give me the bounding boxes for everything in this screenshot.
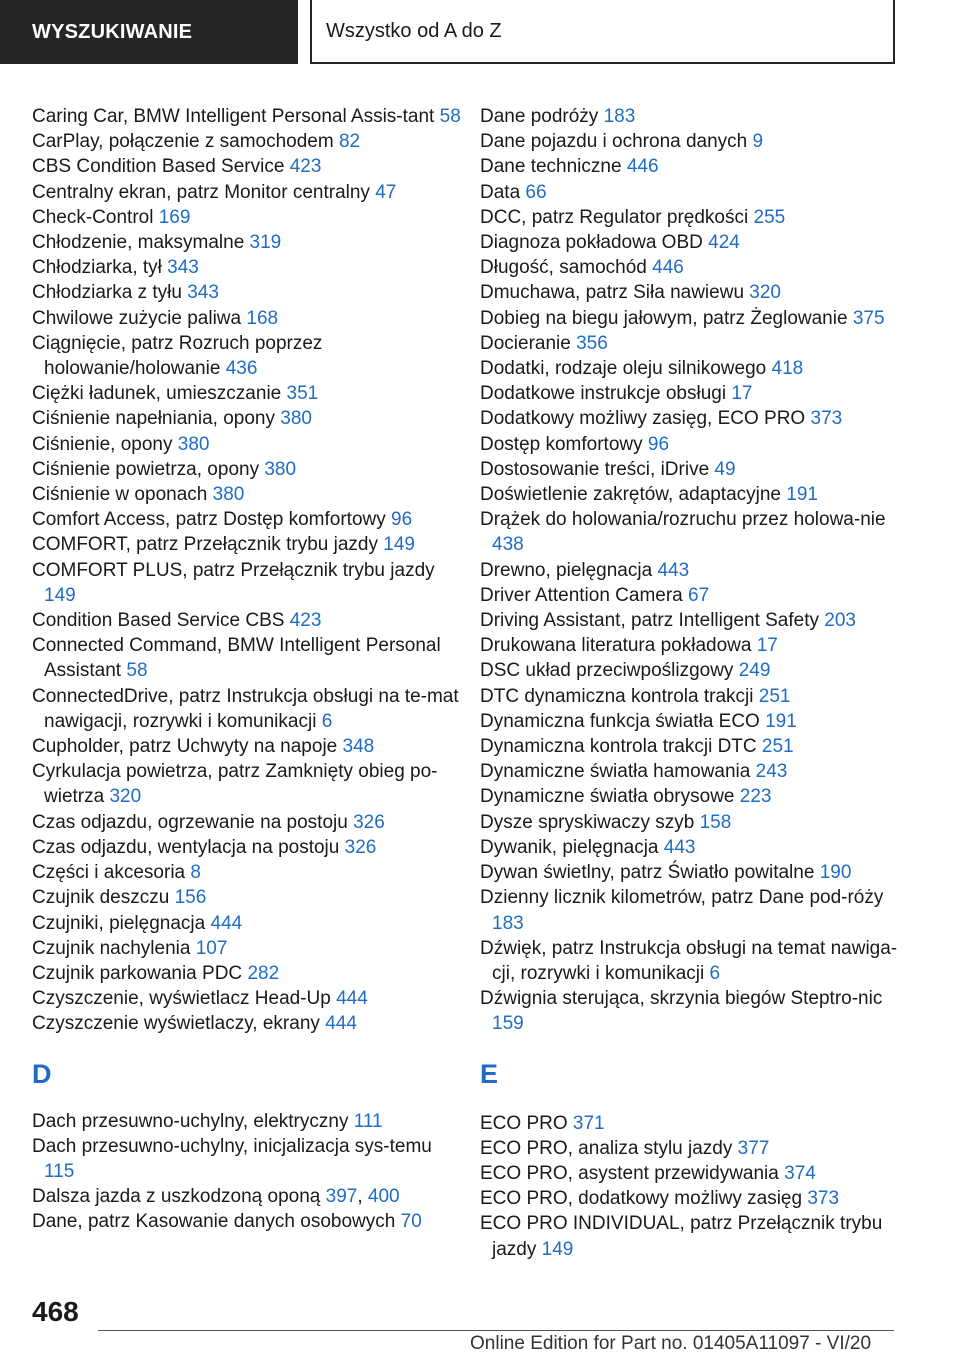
index-entry bbox=[32, 180, 462, 205]
index-entry bbox=[32, 734, 462, 759]
index-entry-term: Dywan świetlny, patrz Światło powitalne bbox=[480, 862, 815, 884]
index-entry-term: Ciśnienie powietrza, opony bbox=[32, 458, 260, 480]
index-entry bbox=[480, 835, 900, 860]
index-entry bbox=[480, 860, 900, 885]
index-entry-term: ECO PRO, dodatkowy możliwy zasięg bbox=[480, 1188, 803, 1210]
index-entry-term: Ciężki ładunek, umieszczanie bbox=[32, 383, 282, 405]
index-entry-term: Dzienny licznik kilometrów, patrz Dane pod-róży bbox=[480, 887, 884, 909]
index-entry bbox=[32, 306, 462, 331]
index-entry bbox=[480, 230, 900, 255]
index-entry bbox=[32, 432, 462, 457]
index-entry bbox=[480, 457, 900, 482]
index-entry-term: Docieranie bbox=[480, 332, 571, 354]
page-reference-link[interactable]: 343 bbox=[187, 282, 219, 304]
page-reference-link[interactable]: 9 bbox=[752, 131, 764, 153]
index-entry bbox=[480, 633, 900, 658]
index-entry bbox=[480, 1136, 900, 1161]
index-entry bbox=[480, 734, 900, 759]
page-reference-link[interactable]: 67 bbox=[688, 584, 710, 606]
index-entry-term: Części i akcesoria bbox=[32, 862, 186, 884]
index-entry-term: Cyrkulacja powietrza, patrz Zamknięty obieg po-wietrza bbox=[32, 761, 438, 808]
index-entry bbox=[480, 104, 900, 129]
index-entry-term: Dźwignia sterująca, skrzynia biegów Steptro-nic bbox=[480, 988, 883, 1010]
page-reference-link[interactable]: 444 bbox=[336, 988, 368, 1010]
page-number: 468 bbox=[32, 1296, 79, 1327]
index-entry-term: Dynamiczne światła hamowania bbox=[480, 761, 751, 783]
page-reference-link[interactable]: 282 bbox=[247, 962, 280, 984]
page-reference-link[interactable]: 251 bbox=[761, 736, 794, 758]
index-entry bbox=[32, 406, 462, 431]
index-entry bbox=[32, 986, 462, 1011]
index-entry bbox=[32, 205, 462, 230]
page-reference-link[interactable]: 47 bbox=[375, 181, 397, 203]
page-reference-link[interactable]: 351 bbox=[286, 383, 319, 405]
index-entry bbox=[32, 331, 462, 381]
index-entry bbox=[480, 558, 900, 583]
page-reference-link[interactable]: 149 bbox=[383, 534, 415, 556]
page-reference-link[interactable]: 183 bbox=[603, 106, 636, 127]
page-reference-link[interactable]: 424 bbox=[708, 232, 740, 254]
page-reference-link[interactable]: 255 bbox=[753, 206, 786, 228]
index-entry-term: CarPlay, połączenie z samochodem bbox=[32, 131, 334, 153]
index-entry-term: DCC, patrz Regulator prędkości bbox=[480, 206, 749, 228]
index-entry-term: Cupholder, patrz Uchwyty na napoje bbox=[32, 736, 338, 758]
page-reference-link[interactable]: 58 bbox=[439, 106, 461, 127]
index-entry bbox=[32, 810, 462, 835]
page-reference-link[interactable]: 356 bbox=[576, 332, 608, 354]
index-entry-term: Czas odjazdu, wentylacja na postoju bbox=[32, 836, 340, 858]
index-entry bbox=[480, 885, 900, 935]
page-reference-link[interactable]: 446 bbox=[626, 156, 659, 178]
index-entry-term: Dysze spryskiwaczy szyb bbox=[480, 811, 695, 833]
index-entry bbox=[480, 255, 900, 280]
index-entry bbox=[480, 331, 900, 356]
page-header bbox=[0, 0, 960, 64]
index-entry bbox=[32, 911, 462, 936]
page-reference-link[interactable]: 156 bbox=[174, 887, 207, 909]
page-reference-link[interactable]: 418 bbox=[771, 358, 804, 380]
page-reference-link[interactable]: 149 bbox=[541, 1238, 574, 1260]
index-entry bbox=[480, 482, 900, 507]
index-entry-term: Check-Control bbox=[32, 206, 154, 228]
index-entry bbox=[32, 507, 462, 532]
page-reference-link[interactable]: 111 bbox=[353, 1110, 383, 1132]
index-entry bbox=[480, 936, 900, 986]
page-reference-link[interactable]: 203 bbox=[824, 610, 856, 632]
index-column-left bbox=[32, 104, 462, 1235]
page-reference-link[interactable]: 343 bbox=[167, 257, 199, 279]
index-entry-term: Dane, patrz Kasowanie danych osobowych bbox=[32, 1211, 396, 1233]
index-entry bbox=[32, 129, 462, 154]
index-entry-term: Connected Command, BMW Intelligent Personal Assistant bbox=[32, 635, 441, 682]
index-entry-term: Condition Based Service CBS bbox=[32, 610, 285, 632]
page-reference-link[interactable]: 373 bbox=[807, 1188, 840, 1210]
page-reference-link[interactable]: 49 bbox=[714, 458, 736, 480]
index-entry bbox=[32, 961, 462, 986]
index-entry-term: Czyszczenie wyświetlaczy, ekrany bbox=[32, 1013, 320, 1035]
page-reference-link[interactable]: 436 bbox=[225, 358, 258, 380]
index-entry bbox=[480, 205, 900, 230]
page-reference-link[interactable]: 397 bbox=[325, 1186, 358, 1208]
section-title: Wszystko od A do Z bbox=[310, 0, 895, 64]
index-entry-term: Czas odjazdu, ogrzewanie na postoju bbox=[32, 811, 348, 833]
page-reference-link[interactable]: 443 bbox=[657, 559, 690, 581]
index-entry-term: Drążek do holowania/rozruchu przez holowa-nie bbox=[480, 509, 886, 531]
index-entry-term: DSC układ przeciwpoślizgowy bbox=[480, 660, 734, 682]
section-tab: WYSZUKIWANIE bbox=[0, 0, 298, 64]
page-reference-link[interactable]: 191 bbox=[765, 710, 797, 732]
index-entry-term: Dmuchawa, patrz Siła nawiewu bbox=[480, 282, 745, 304]
page-reference-link[interactable]: 159 bbox=[492, 1013, 524, 1035]
index-entry-term: Dodatkowe instrukcje obsługi bbox=[480, 383, 727, 405]
index-entry bbox=[480, 306, 900, 331]
index-entry bbox=[480, 129, 900, 154]
page-reference-link[interactable]: 377 bbox=[737, 1137, 770, 1159]
index-entry-term: Dźwięk, patrz Instrukcja obsługi na temat nawiga-cji, rozrywki i komunikacji bbox=[480, 937, 898, 984]
page-reference-link[interactable]: 96 bbox=[647, 433, 670, 455]
index-entry-term: Dynamiczna funkcja światła ECO bbox=[480, 710, 760, 732]
page-reference-link[interactable]: 191 bbox=[786, 484, 818, 506]
index-entry bbox=[32, 684, 462, 734]
page-reference-link[interactable]: 320 bbox=[749, 282, 781, 304]
page-reference-link[interactable]: 223 bbox=[739, 786, 772, 808]
index-entry bbox=[32, 558, 462, 608]
page-reference-link[interactable]: 326 bbox=[353, 811, 385, 833]
index-entry bbox=[480, 986, 900, 1036]
page-reference-link[interactable]: 320 bbox=[109, 786, 142, 808]
page-reference-link[interactable]: 6 bbox=[321, 710, 333, 732]
index-entry-term: Chłodziarka z tyłu bbox=[32, 282, 182, 304]
page-reference-link[interactable]: 380 bbox=[280, 408, 312, 430]
page-reference-link[interactable]: 82 bbox=[338, 131, 361, 153]
page-reference-link[interactable]: 348 bbox=[342, 736, 375, 758]
index-entry-term: Dane pojazdu i ochrona danych bbox=[480, 131, 748, 153]
page-reference-link[interactable]: 423 bbox=[289, 156, 322, 178]
index-entry bbox=[32, 1109, 462, 1134]
footer-divider bbox=[98, 1330, 894, 1331]
page-reference-link[interactable]: 168 bbox=[246, 307, 279, 329]
page-reference-link[interactable]: 326 bbox=[344, 836, 377, 858]
index-entry bbox=[480, 406, 900, 431]
index-entry-term: Data bbox=[480, 181, 521, 203]
index-entry-term: Dodatki, rodzaje oleju silnikowego bbox=[480, 358, 767, 380]
index-entry bbox=[480, 709, 900, 734]
page-reference-link[interactable]: 423 bbox=[289, 610, 322, 632]
index-entry-term: Dynamiczne światła obrysowe bbox=[480, 786, 735, 808]
index-entry bbox=[32, 885, 462, 910]
index-entry-term: Czujniki, pielęgnacja bbox=[32, 912, 206, 934]
index-entry bbox=[32, 280, 462, 305]
page-reference-link[interactable]: 371 bbox=[572, 1112, 605, 1134]
index-group-e bbox=[480, 1111, 900, 1262]
index-entry-term: Drewno, pielęgnacja bbox=[480, 559, 653, 581]
footer-edition: Online Edition for Part no. 01405A11097 - VI/20 bbox=[470, 1333, 872, 1354]
index-entry bbox=[480, 784, 900, 809]
index-letter-d: D bbox=[32, 1058, 52, 1089]
index-entry bbox=[480, 381, 900, 406]
index-entry-term: ECO PRO bbox=[480, 1112, 568, 1134]
page-reference-link[interactable]: 6 bbox=[709, 962, 721, 984]
index-entry-term: COMFORT, patrz Przełącznik trybu jazdy bbox=[32, 534, 378, 556]
index-entry bbox=[480, 432, 900, 457]
index-entry bbox=[32, 860, 462, 885]
index-entry-term: Driving Assistant, patrz Intelligent Safety bbox=[480, 610, 819, 632]
index-entry bbox=[32, 1134, 462, 1184]
index-entry-term: Dynamiczna kontrola trakcji DTC bbox=[480, 736, 757, 758]
index-entry-term: Chłodziarka, tył bbox=[32, 257, 162, 279]
page-reference-link[interactable]: 375 bbox=[852, 307, 885, 329]
index-entry bbox=[32, 1011, 462, 1036]
page-reference-link[interactable]: 149 bbox=[44, 584, 76, 606]
index-entry bbox=[32, 255, 462, 280]
index-entry bbox=[32, 532, 462, 557]
index-entry bbox=[480, 1211, 900, 1261]
index-entry-term: Diagnoza pokładowa OBD bbox=[480, 232, 703, 254]
index-entry bbox=[480, 759, 900, 784]
index-entry-term: Driver Attention Camera bbox=[480, 584, 683, 606]
index-entry bbox=[480, 1186, 900, 1211]
page-reference-link[interactable]: 190 bbox=[819, 862, 852, 884]
page-reference-link[interactable]: 251 bbox=[758, 685, 791, 707]
index-entry-term: Chwilowe zużycie paliwa bbox=[32, 307, 242, 329]
index-entry-term: Dach przesuwno-uchylny, inicjalizacja sys-temu bbox=[32, 1135, 432, 1157]
page-reference-link[interactable]: 380 bbox=[264, 458, 297, 480]
page-reference-link[interactable]: 444 bbox=[325, 1013, 357, 1035]
index-entry-term: Dywanik, pielęgnacja bbox=[480, 836, 659, 858]
index-entry-term: Ciągnięcie, patrz Rozruch poprzez holowanie/holowanie bbox=[32, 332, 323, 380]
index-entry-term: Comfort Access, patrz Dostęp komfortowy bbox=[32, 509, 386, 531]
page-reference-link[interactable]: 400 bbox=[367, 1186, 400, 1208]
index-entry bbox=[32, 457, 462, 482]
index-entry-term: ECO PRO, analiza stylu jazdy bbox=[480, 1137, 733, 1159]
index-group-c-continued bbox=[32, 104, 462, 1037]
index-entry-term: Dalsza jazda z uszkodzoną oponą bbox=[32, 1186, 321, 1208]
index-entry bbox=[32, 1209, 462, 1234]
index-entry bbox=[480, 180, 900, 205]
page-reference-link[interactable]: 438 bbox=[492, 534, 524, 556]
index-entry-term: Dodatkowy możliwy zasięg, ECO PRO bbox=[480, 408, 806, 430]
page-reference-link[interactable]: 444 bbox=[210, 912, 243, 934]
index-entry bbox=[32, 759, 462, 809]
page-reference-link[interactable]: 443 bbox=[663, 836, 696, 858]
index-entry-term: DTC dynamiczna kontrola trakcji bbox=[480, 685, 754, 707]
index-entry-term: COMFORT PLUS, patrz Przełącznik trybu jazdy bbox=[32, 559, 435, 581]
index-entry-term: Centralny ekran, patrz Monitor centralny bbox=[32, 181, 370, 203]
index-entry: Dalsza jazda z uszkodzoną oponą 397, 400 bbox=[32, 1186, 400, 1208]
page-reference-link[interactable]: 8 bbox=[190, 862, 201, 884]
index-entry bbox=[480, 810, 900, 835]
index-entry bbox=[480, 658, 900, 683]
index-group-d-continued bbox=[480, 104, 900, 1037]
index-entry bbox=[480, 154, 900, 179]
page-reference-link[interactable]: 70 bbox=[400, 1211, 422, 1233]
index-entry-term: Czujnik deszczu bbox=[32, 887, 170, 909]
page-reference-link[interactable]: 115 bbox=[44, 1160, 75, 1182]
index-entry bbox=[32, 936, 462, 961]
index-entry-term: Drukowana literatura pokładowa bbox=[480, 635, 752, 657]
page-reference-link[interactable]: 373 bbox=[810, 408, 843, 430]
index-entry bbox=[32, 633, 462, 683]
index-entry bbox=[480, 280, 900, 305]
index-group-d bbox=[32, 1109, 462, 1235]
index-entry bbox=[32, 104, 462, 129]
index-entry-term: Długość, samochód bbox=[480, 257, 647, 279]
index-entry bbox=[480, 1161, 900, 1186]
index-entry bbox=[480, 1111, 900, 1136]
index-column-right bbox=[480, 104, 900, 1262]
page-reference-link[interactable]: 380 bbox=[212, 484, 245, 506]
index-entry-term: Dane techniczne bbox=[480, 156, 622, 178]
index-entry bbox=[32, 835, 462, 860]
index-entry-term: Ciśnienie, opony bbox=[32, 433, 173, 455]
page-reference-link[interactable]: 380 bbox=[177, 433, 210, 455]
index-letter-e: E bbox=[480, 1058, 499, 1089]
index-entry-term: Ciśnienie napełniania, opony bbox=[32, 408, 275, 430]
index-entry-term: Czujnik nachylenia bbox=[32, 937, 191, 959]
index-entry-term: Dane podróży bbox=[480, 106, 599, 127]
page-reference-link[interactable]: 158 bbox=[699, 811, 732, 833]
index-entry-term: Dostęp komfortowy bbox=[480, 433, 643, 455]
page-reference-link[interactable]: 169 bbox=[158, 206, 191, 228]
page-reference-link[interactable]: 58 bbox=[126, 660, 148, 682]
index-entry bbox=[480, 356, 900, 381]
page-reference-link[interactable]: 17 bbox=[756, 635, 778, 657]
index-entry bbox=[32, 608, 462, 633]
page-reference-link[interactable]: 374 bbox=[784, 1162, 816, 1184]
index-entry bbox=[480, 608, 900, 633]
index-entry-term: Czujnik parkowania PDC bbox=[32, 962, 243, 984]
index-entry bbox=[32, 230, 462, 255]
page-reference-link[interactable]: 183 bbox=[492, 912, 524, 934]
page-reference-link[interactable]: 17 bbox=[731, 383, 753, 405]
index-entry-term: ConnectedDrive, patrz Instrukcja obsługi na te-mat nawigacji, rozrywki i komunikacji bbox=[32, 685, 459, 732]
index-entry bbox=[480, 507, 900, 557]
index-entry bbox=[32, 154, 462, 179]
page-reference-link[interactable]: 66 bbox=[525, 181, 547, 203]
page-reference-link[interactable]: 107 bbox=[195, 937, 228, 959]
index-entry-term: Caring Car, BMW Intelligent Personal Assis-tant bbox=[32, 106, 435, 127]
page-reference-link[interactable]: 446 bbox=[652, 257, 684, 279]
index-entry-term: Dach przesuwno-uchylny, elektryczny bbox=[32, 1110, 349, 1132]
page-reference-link[interactable]: 249 bbox=[738, 660, 771, 682]
index-entry bbox=[32, 381, 462, 406]
index-entry-term: Ciśnienie w oponach bbox=[32, 484, 208, 506]
index-entry-term: ECO PRO, asystent przewidywania bbox=[480, 1162, 779, 1184]
index-entry bbox=[480, 583, 900, 608]
index-entry bbox=[480, 684, 900, 709]
page-reference-link[interactable]: 319 bbox=[249, 232, 282, 254]
index-entry-term: Chłodzenie, maksymalne bbox=[32, 232, 245, 254]
page-reference-link[interactable]: 96 bbox=[391, 509, 413, 531]
index-entry-term: CBS Condition Based Service bbox=[32, 156, 285, 178]
page-reference-link[interactable]: 243 bbox=[755, 761, 788, 783]
index-entry bbox=[32, 482, 462, 507]
index-entry-term: Dobieg na biegu jałowym, patrz Żeglowanie bbox=[480, 307, 848, 329]
index-entry-term: Czyszczenie, wyświetlacz Head-Up bbox=[32, 988, 331, 1010]
index-entry-term: ECO PRO INDIVIDUAL, patrz Przełącznik trybu jazdy bbox=[480, 1213, 883, 1260]
index-entry-term: Doświetlenie zakrętów, adaptacyjne bbox=[480, 484, 782, 506]
index-entry-term: Dostosowanie treści, iDrive bbox=[480, 458, 710, 480]
